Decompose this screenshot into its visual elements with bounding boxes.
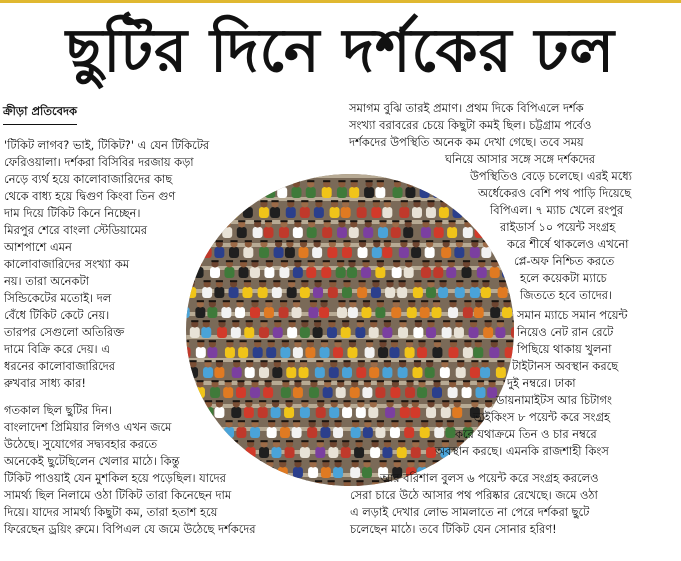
- left-line-12: তারপর সেগুলো অতিরিক্ত: [4, 325, 125, 339]
- left-line-15: রুখবার সাধ্য কার!: [4, 376, 86, 390]
- right-line-4: ঘনিয়ে আসার সঙ্গে সঙ্গে দর্শকদের: [445, 152, 596, 166]
- right-line-8: রাইডার্স ১০ পয়েন্ট সংগ্রহ: [500, 220, 616, 234]
- left-line-1: 'টিকিট লাগব? ভাই, টিকিট?' এ যেন টিকিটের: [4, 138, 210, 152]
- left-line-17: বাংলাদেশ প্রিমিয়ার লিগও এখন জমে: [4, 420, 172, 434]
- right-line-6: অর্ধেকেরও বেশি পথ পাড়ি দিয়েছে: [478, 186, 632, 200]
- right-line-12: জিততে হবে তাদের।: [520, 288, 613, 302]
- right-line-2: সংখ্যা বরাবরের চেয়ে কিছুটা কমই ছিল। চট্টগ্রাম পর্বেও: [349, 118, 592, 132]
- left-line-22: দিয়ে। যাদের সামর্থ্য কিছুটা কম, তারা হতাশ হয়ে: [4, 505, 218, 519]
- right-line-16: টাইটানস অবস্থান করছে: [512, 359, 619, 373]
- right-line-24: এ লড়াই দেখার লোভ সামলাতে না পেরে দর্শকরা ছুটে: [350, 505, 590, 519]
- right-line-18: ডায়নামাইটস আর চিটাগং: [496, 393, 612, 407]
- left-line-8: কালোবাজারিদের সংখ্যা কম: [4, 257, 130, 271]
- left-line-19: অনেকেই ছুটেছিলেন খেলার মাঠে। কিন্তু: [4, 454, 180, 468]
- right-line-19: ভাইকিংস ৮ পয়েন্ট করে সংগ্রহ: [473, 410, 610, 424]
- right-line-14: নিয়েও নেট রান রেটে: [517, 325, 614, 339]
- right-line-3: দর্শকদের উপস্থিতি অনেক কম দেখা গেছে। তবে সময়: [349, 135, 584, 149]
- right-line-5: উপস্থিতিও বেড়ে চলেছে। এরই মধ্যে: [470, 169, 632, 183]
- left-line-14: ধরনের কালোবাজারিদের: [4, 359, 116, 373]
- left-line-9: নয়। তারা অনেকটা: [4, 274, 89, 288]
- left-line-13: দামে বিক্রি করে দেয়। এ: [4, 342, 110, 356]
- right-line-9: করে শীর্ষে থাকলেও এখনো: [507, 237, 629, 251]
- left-line-5: দাম দিয়ে টিকিট কিনে নিচ্ছেন।: [4, 206, 141, 220]
- left-line-11: বেঁধে টিকিট কেটে নেয়।: [4, 308, 110, 322]
- left-line-10: সিন্ডিকেটের মতোই। দল: [4, 291, 112, 305]
- left-line-20: টিকিট পাওয়াই যেন মুশকিল হয়ে পড়েছিল। যাদের: [4, 471, 226, 485]
- right-line-25: চলেছেন মাঠে। তবে টিকিট যেন সোনার হরিণ!: [350, 522, 557, 536]
- right-line-13: সমান ম্যাচে সমান পয়েন্ট: [517, 308, 628, 322]
- right-line-22: আর বরিশাল বুলস ৬ পয়েন্ট করে সংগ্রহ করলেও: [380, 471, 599, 485]
- headline: ছুটির দিনে দর্শকের ঢল: [65, 16, 616, 86]
- right-line-10: প্লে-অফ নিশ্চিত করতে: [514, 254, 615, 268]
- top-accent-bar: [0, 0, 681, 3]
- left-line-23: ফিরেছেন ড্রয়িং রুমে। বিপিএল যে জমে উঠেছে দর্শকদের: [4, 522, 256, 536]
- left-line-6: মিরপুর শেরে বাংলা স্টেডিয়ামের: [4, 223, 148, 237]
- left-line-16: গতকাল ছিল ছুটির দিন।: [4, 403, 113, 417]
- right-line-11: হলে কয়েকটা ম্যাচে: [520, 271, 607, 285]
- right-line-1: সমাগম বুঝি তারই প্রমাণ। প্রথম দিকে বিপিএলে দর্শক: [349, 101, 584, 115]
- right-line-20: করে যথাক্রমে তিন ও চার নম্বরে: [455, 427, 597, 441]
- byline: ক্রীড়া প্রতিবেদক: [3, 103, 77, 125]
- left-line-7: আশপাশে এমন: [4, 240, 72, 254]
- right-line-23: সেরা চারে উঠে আসার পথ পরিষ্কার রেখেছে। জমে ওঠা: [350, 488, 598, 502]
- right-line-17: দুই নম্বরে। ঢাকা: [507, 376, 576, 390]
- left-line-4: থেকে বাধ্য হয়ে দ্বিগুণ কিংবা তিন গুণ: [4, 189, 176, 203]
- right-line-7: বিপিএল। ৭ ম্যাচ খেলে রংপুর: [490, 203, 624, 217]
- left-line-21: সামর্থ্য ছিল নিলামে ওঠা টিকিট তারা কিনেছেন দাম: [4, 488, 232, 502]
- left-line-2: ফেরিওয়ালা। দর্শকরা বিসিবির দরজায় কড়া: [4, 155, 194, 169]
- right-line-15: পিছিয়ে থাকায় খুলনা: [517, 342, 612, 356]
- left-line-3: নেড়ে ব্যর্থ হয়ে কালোবাজারিদের কাছ: [4, 172, 173, 186]
- left-line-18: উঠেছে। সুযোগের সদ্ব্যবহার করতে: [4, 437, 158, 451]
- right-line-21: অবস্থান করছে। এমনকি রাজশাহী কিংস: [435, 444, 609, 458]
